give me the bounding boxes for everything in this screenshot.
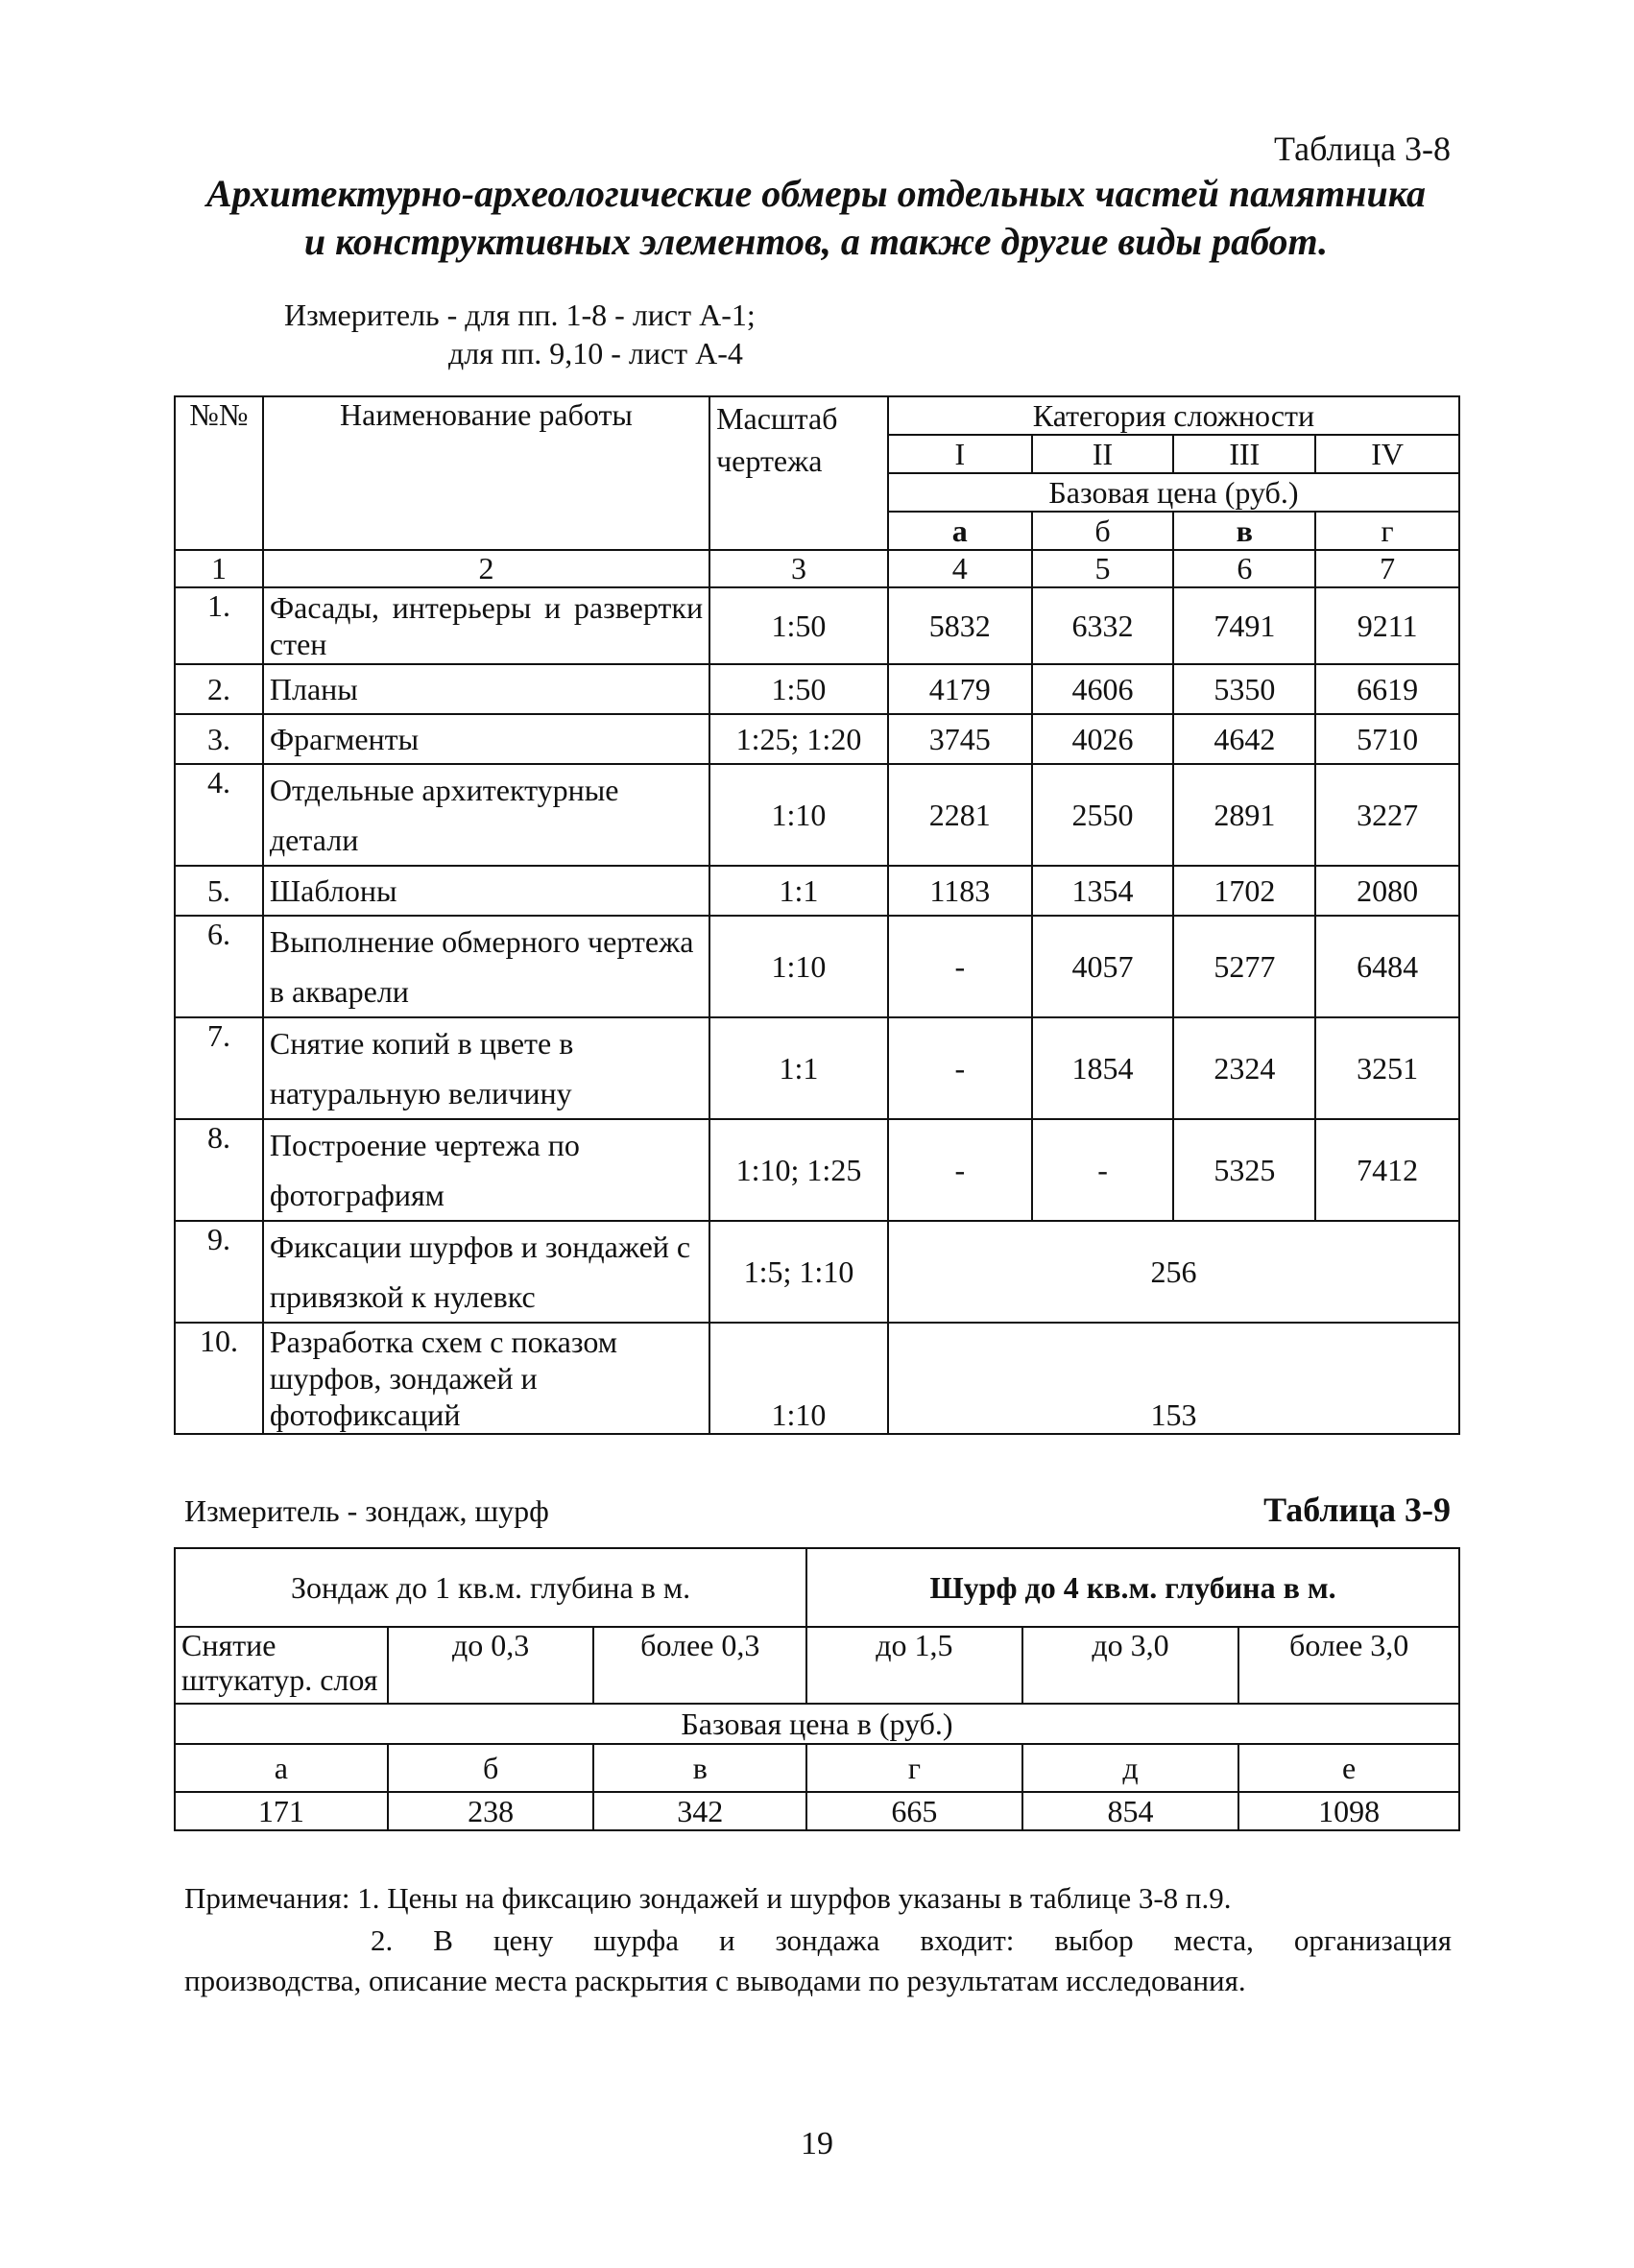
header-name: Наименование работы (263, 396, 709, 550)
price-letter: б (1032, 512, 1174, 550)
page-number: 19 (801, 2126, 833, 2161)
table-row (175, 1221, 1459, 1323)
subheader-plaster: Снятие штукатур. слоя (175, 1627, 388, 1704)
row-price-merged: 153 (888, 1323, 1459, 1434)
header-category: Категория сложности (888, 396, 1459, 435)
price-letter: г (806, 1744, 1022, 1792)
header-base-price: Базовая цена (руб.) (888, 473, 1459, 512)
table-row (175, 916, 1459, 1017)
subheader-depth: до 1,5 (806, 1627, 1022, 1704)
row-name: Фрагменты (263, 714, 709, 764)
table-row (175, 664, 1459, 714)
row-price: 2080 (1315, 866, 1459, 916)
notes-label: Примечания: (184, 1881, 350, 1915)
table-row (175, 587, 1459, 664)
table-label-3-9: Таблица 3-9 (1263, 1491, 1451, 1529)
price-letter: е (1238, 1744, 1459, 1792)
col-number: 5 (1032, 550, 1174, 587)
row-num: 9. (175, 1221, 263, 1323)
row-scale: 1:10 (709, 764, 888, 866)
col-number: 6 (1173, 550, 1315, 587)
subheader-depth: более 3,0 (1238, 1627, 1459, 1704)
table-row (175, 714, 1459, 764)
row-price: 6619 (1315, 664, 1459, 714)
row-price: 6332 (1032, 587, 1174, 664)
row-name: Фиксации шурфов и зондажей с привязкой к нулевкс (263, 1221, 709, 1323)
row-price: 4179 (888, 664, 1032, 714)
row-scale: 1:10 (709, 916, 888, 1017)
row-price: - (888, 916, 1032, 1017)
col-number: 4 (888, 550, 1032, 587)
row-price: 1354 (1032, 866, 1174, 916)
measure-3-9: Измеритель - зондаж, шурф (184, 1493, 549, 1528)
row-price: 3227 (1315, 764, 1459, 866)
row-price: - (888, 1017, 1032, 1119)
row-price: 3251 (1315, 1017, 1459, 1119)
group-zondazh: Зондаж до 1 кв.м. глубина в м. (175, 1548, 806, 1627)
row-price: 5325 (1173, 1119, 1315, 1221)
price-value: 342 (593, 1792, 806, 1830)
col-number: 2 (263, 550, 709, 587)
note-2-line1: 2. В цену шурфа и зондажа входит: выбор места, организация (371, 1923, 1452, 1957)
row-num: 5. (175, 866, 263, 916)
row-num: 6. (175, 916, 263, 1017)
price-value: 665 (806, 1792, 1022, 1830)
row-name: Выполнение обмерного чертежа в акварели (263, 916, 709, 1017)
row-name: Отдельные архитектурные детали (263, 764, 709, 866)
row-price: 1854 (1032, 1017, 1174, 1119)
row-price: 2324 (1173, 1017, 1315, 1119)
table-row (175, 866, 1459, 916)
row-scale: 1:50 (709, 587, 888, 664)
row-price: 1702 (1173, 866, 1315, 916)
row-price: 4606 (1032, 664, 1174, 714)
base-price-label: Базовая цена в (руб.) (175, 1704, 1459, 1744)
row-price: 5710 (1315, 714, 1459, 764)
subheader-depth: до 3,0 (1022, 1627, 1239, 1704)
row-name: Разработка схем с показом шурфов, зондажей и фотофиксаций (263, 1323, 709, 1434)
row-price: - (888, 1119, 1032, 1221)
price-letter: в (593, 1744, 806, 1792)
row-price: 7412 (1315, 1119, 1459, 1221)
price-letter: г (1315, 512, 1459, 550)
row-price: 3745 (888, 714, 1032, 764)
price-letter: а (175, 1744, 388, 1792)
table-row (175, 1119, 1459, 1221)
row-price: 4026 (1032, 714, 1174, 764)
row-num: 2. (175, 664, 263, 714)
price-value: 1098 (1238, 1792, 1459, 1830)
cat-level: III (1173, 435, 1315, 473)
row-num: 3. (175, 714, 263, 764)
row-price: 1183 (888, 866, 1032, 916)
row-num: 10. (175, 1323, 263, 1434)
row-price: 2281 (888, 764, 1032, 866)
table-title-line2: и конструктивных элементов, а также другие виды работ. (303, 220, 1329, 263)
note-2-line2: производства, описание места раскрытия с выводами по результатам исследования. (184, 1964, 1246, 1997)
table-title-line1: Архитектурно-археологические обмеры отдельных частей памятника (205, 172, 1427, 215)
row-num: 4. (175, 764, 263, 866)
row-price: 2891 (1173, 764, 1315, 866)
col-number: 1 (175, 550, 263, 587)
row-price: 5277 (1173, 916, 1315, 1017)
price-letter: д (1022, 1744, 1239, 1792)
row-price-merged: 256 (888, 1221, 1459, 1323)
row-name: Построение чертежа по фотографиям (263, 1119, 709, 1221)
measure-line2: для пп. 9,10 - лист А-4 (448, 336, 743, 370)
row-price: 7491 (1173, 587, 1315, 664)
row-scale: 1:10 (709, 1323, 888, 1434)
note-1-text: 1. Цены на фиксацию зондажей и шурфов указаны в таблице 3-8 п.9. (357, 1881, 1232, 1915)
row-num: 7. (175, 1017, 263, 1119)
cat-level: II (1032, 435, 1174, 473)
header-scale: Масштаб чертежа (709, 396, 888, 550)
cat-level: I (888, 435, 1032, 473)
row-price: 2550 (1032, 764, 1174, 866)
row-scale: 1:50 (709, 664, 888, 714)
row-scale: 1:10; 1:25 (709, 1119, 888, 1221)
row-scale: 1:1 (709, 1017, 888, 1119)
table-3-9 (174, 1547, 1460, 1831)
header-num: №№ (175, 396, 263, 550)
note-1 (184, 1881, 1232, 1916)
row-name: Снятие копий в цвете в натуральную величину (263, 1017, 709, 1119)
row-scale: 1:5; 1:10 (709, 1221, 888, 1323)
price-value: 171 (175, 1792, 388, 1830)
row-price: 9211 (1315, 587, 1459, 664)
row-price: - (1032, 1119, 1174, 1221)
table-row (175, 764, 1459, 866)
row-name: Планы (263, 664, 709, 714)
cat-level: IV (1315, 435, 1459, 473)
table-row (175, 1323, 1459, 1434)
price-value: 854 (1022, 1792, 1239, 1830)
row-name: Шаблоны (263, 866, 709, 916)
row-name: Фасады, интерьеры и развертки стен (263, 587, 709, 664)
subheader-depth: до 0,3 (388, 1627, 594, 1704)
subheader-depth: более 0,3 (593, 1627, 806, 1704)
row-scale: 1:1 (709, 866, 888, 916)
price-value: 238 (388, 1792, 594, 1830)
row-num: 8. (175, 1119, 263, 1221)
table-3-8 (174, 395, 1460, 1435)
row-price: 4642 (1173, 714, 1315, 764)
price-letter: в (1173, 512, 1315, 550)
row-price: 4057 (1032, 916, 1174, 1017)
row-num: 1. (175, 587, 263, 664)
row-scale: 1:25; 1:20 (709, 714, 888, 764)
price-letter: а (888, 512, 1032, 550)
col-number: 7 (1315, 550, 1459, 587)
price-letter: б (388, 1744, 594, 1792)
table-label: Таблица 3-8 (1274, 130, 1451, 168)
row-price: 5350 (1173, 664, 1315, 714)
row-price: 5832 (888, 587, 1032, 664)
col-number: 3 (709, 550, 888, 587)
table-row (175, 1017, 1459, 1119)
group-shurf: Шурф до 4 кв.м. глубина в м. (806, 1548, 1459, 1627)
measure-line1: Измеритель - для пп. 1-8 - лист А-1; (284, 298, 756, 332)
row-price: 6484 (1315, 916, 1459, 1017)
